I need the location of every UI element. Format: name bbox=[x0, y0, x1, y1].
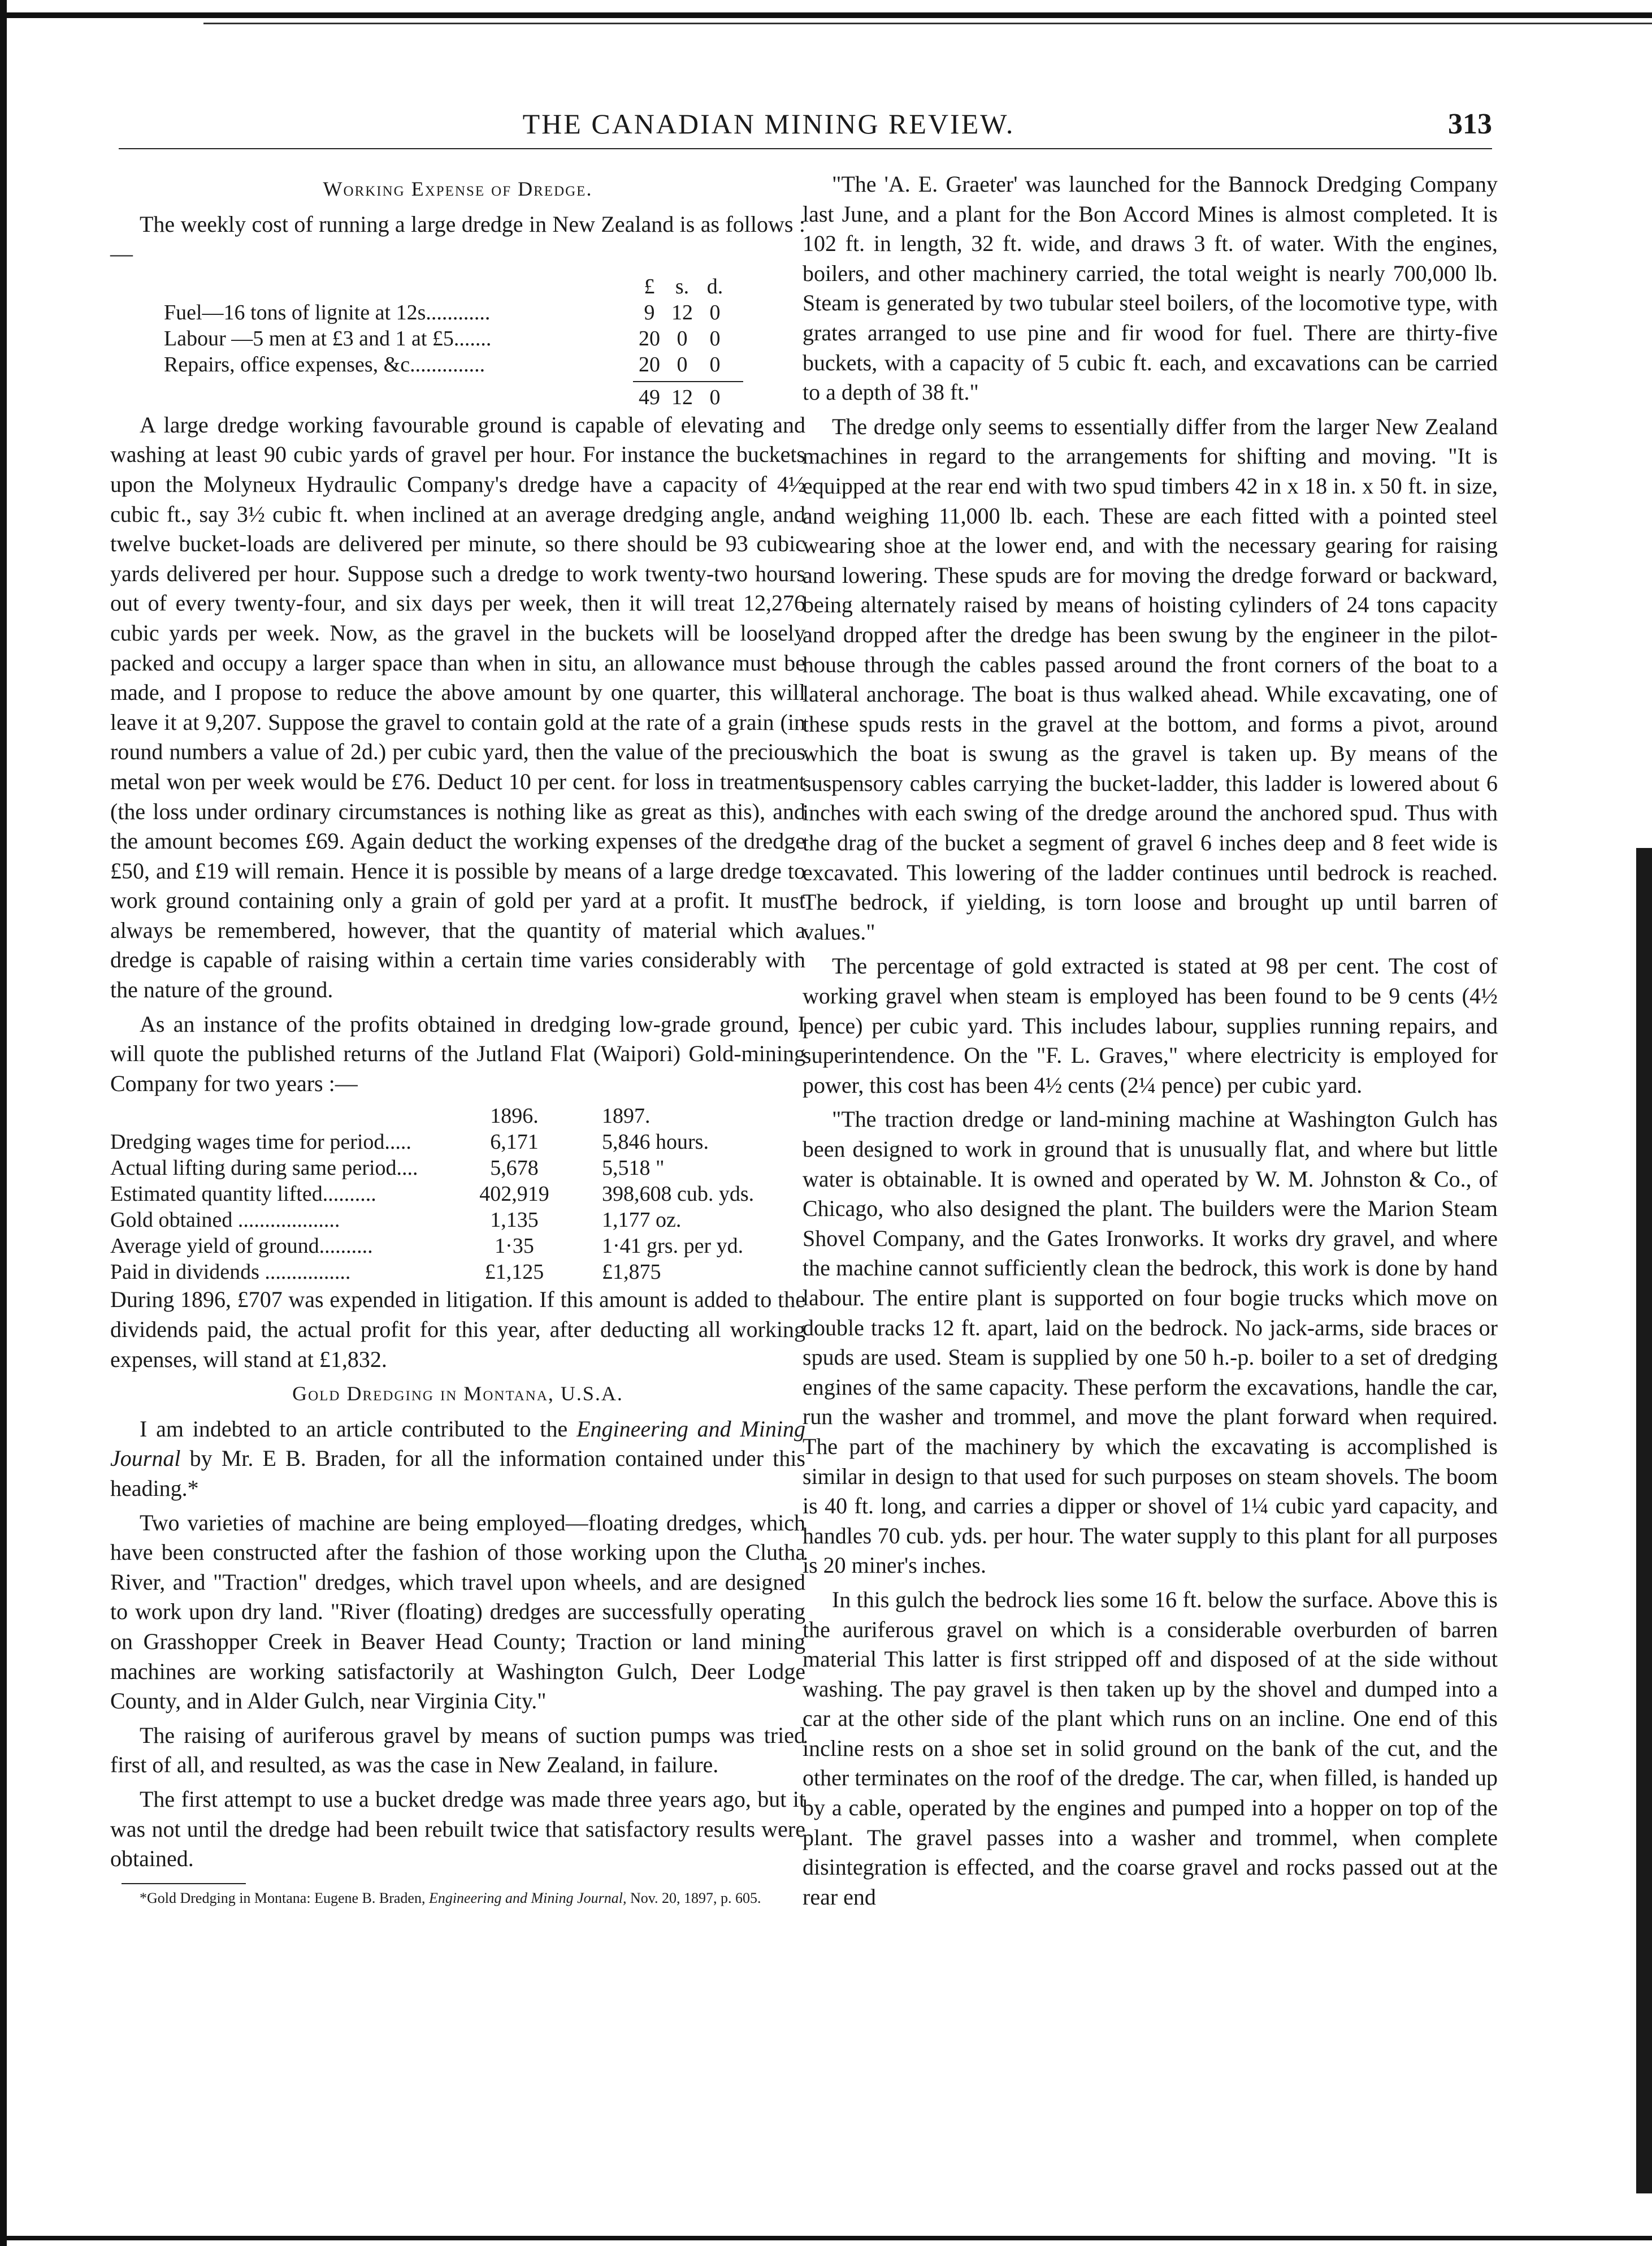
expense-table bbox=[164, 274, 731, 378]
paragraph: "The traction dredge or land-mining machine at Washington Gulch has been designed to work in ground that is unusually flat, and where but little water is obtainable. It is owned and operated by W. M. Johnston & Co., of Chicago, who also designed the plant. The builders were the Marion Steam Shovel Company, and the Gates Ironworks. It works dry gravel, and where the machine cannot sufficiently clean the bedrock, this work is done by hand labour. The entire plant is supported on four bogie trucks which move on double tracks 12 ft. apart, laid on the bedrock. No jack-arms, side braces or spuds are used. Steam is supplied by one 50 h.-p. boiler to a set of dredging engines of the same capacity. These perform the excavations, handle the car, run the washer and trommel, and move the plant forward when required. The part of the machinery by which the excavating is accomplished is similar in design to that used for such purposes on steam shovels. The boom is 40 ft. long, and carries a dipper or shovel of 1¼ cubic yard capacity, and handles 70 cub. yds. per hour. The water supply to this plant for all purposes is 20 miner's inches. bbox=[803, 1106, 1498, 1578]
footnote-text-b: Nov. 20, 1897, p. 605. bbox=[630, 1889, 761, 1906]
section-heading-working-expense: Working Expense of Dredge. bbox=[323, 178, 593, 200]
shillings-cell: 0 bbox=[677, 326, 688, 350]
top-border-secondary bbox=[203, 23, 1652, 24]
paragraph: In this gulch the bedrock lies some 16 ft. below the surface. Above this is the auriferous gravel on which is a considerable overburden of barren material This latter is first stripped off and disposed of at the side without washing. The pay gravel is then taken up by the shovel and dumped into a car at the other side of the plant which runs on an incline. One end of this incline rests on a shoe set in solid ground on the bank of the cut, and the other terminates on the roof of the dredge. The car, when filled, is handed up by a cable, operated by the engines and pumped into a hopper on top of the plant. The gravel passes into a washer and trommel, when complete disintegration is effected, and the coarse gravel and rocks passed out at the rear end bbox=[803, 1586, 1498, 1910]
section-heading-montana: Gold Dredging in Montana, U.S.A. bbox=[292, 1382, 623, 1405]
running-header bbox=[45, 107, 1492, 147]
expense-item: Repairs, office expenses, &c.............. bbox=[164, 352, 485, 377]
value-1897: 5,518 " bbox=[602, 1156, 665, 1180]
returns-table bbox=[110, 1103, 805, 1285]
value-1896: 6,171 bbox=[490, 1130, 539, 1154]
total-pence: 0 bbox=[709, 385, 721, 409]
table-row bbox=[110, 1207, 805, 1233]
journal-name: Engineering and Mining Journal bbox=[110, 1416, 806, 1472]
row-label: Paid in dividends ................ bbox=[110, 1260, 351, 1284]
page-number: 313 bbox=[1448, 108, 1492, 140]
left-page-edge bbox=[0, 0, 7, 2246]
table-header-row bbox=[110, 1103, 805, 1129]
paragraph: The raising of auriferous gravel by means of suction pumps was tried first of all, and resulted, as was the case in New Zealand, in failure. bbox=[110, 1722, 805, 1778]
shillings-cell: 0 bbox=[677, 352, 688, 377]
paragraph: "The 'A. E. Graeter' was launched for the Bannock Dredging Company last June, and a plant for the Bon Accord Mines is almost completed. It is 102 ft. in length, 32 ft. wide, and draws 3 ft. of water. With the engines, boilers, and other machinery carried, the total weight is nearly 700,000 lb. Steam is generated by two tubular steel boilers, of the locomotive type, with grates arranged to use pine and fir wood for fuel. There are thirty-five buckets, with a capacity of 5 cubic ft. each, and excavations can be carried to a depth of 38 ft." bbox=[803, 171, 1498, 405]
top-border bbox=[0, 12, 1652, 18]
paragraph: Two varieties of machine are being employed—floating dredges, which have been constructed after the fashion of those working upon the Clutha River, and "Traction" dredges, which travel upon wheels, and are designed to work upon dry land. "River (floating) dredges are successfully operating on Grasshopper Creek in Beaver Head County; Traction or land mining machines are working satisfactorily at Washington Gulch, Deer Lodge County, and in Alder Gulch, near Virginia City." bbox=[110, 1509, 805, 1714]
header-1896: 1896. bbox=[490, 1104, 539, 1128]
table-row bbox=[110, 1129, 805, 1155]
expense-item: Fuel—16 tons of lignite at 12s............ bbox=[164, 300, 491, 324]
value-1896: 1,135 bbox=[490, 1208, 539, 1232]
paragraph-attribution bbox=[110, 1414, 805, 1504]
table-header-row bbox=[164, 274, 731, 300]
table-row bbox=[110, 1259, 805, 1285]
value-1897: 5,846 hours. bbox=[602, 1130, 709, 1154]
value-1897: 1·41 grs. per yd. bbox=[602, 1234, 744, 1258]
header-pounds: £ bbox=[644, 274, 655, 298]
total-shillings: 12 bbox=[671, 385, 693, 409]
paragraph: During 1896, £707 was expended in litigation. If this amount is added to the dividends paid, the actual profit for this year, after deducting all working expenses, will stand at £1,832. bbox=[110, 1287, 805, 1372]
footnote-journal: Engineering and Mining Journal, bbox=[428, 1889, 627, 1906]
paragraph: The weekly cost of running a large dredge in New Zealand is as follows :— bbox=[110, 211, 805, 267]
paragraph: The dredge only seems to essentially differ from the larger New Zealand machines in regard to the arrangements for shifting and moving. "It is equipped at the rear end with two spud timbers 42 in x 18 in. x 50 ft. in size, and weighing 11,000 lb. each. These are each fitted with a pointed steel wearing shoe at the lower end, and with the necessary gearing for raising and lowering. These spuds are for moving the dredge forward or backward, being alternately raised by means of hoisting cylinders of 24 tons capacity and dropped after the dredge has been swung by the engineer in the pilot-house through the cables passed around the front corners of the boat to a lateral anchorage. The boat is thus walked ahead. While excavating, one of these spuds rests in the gravel at the bottom, and forms a pivot, around which the boat is swung as the gravel is taken up. By means of the suspensory cables carrying the bucket-ladder, this ladder is lowered about 6 inches with each swing of the dredge around the anchored spud. Thus with the drag of the bucket a segment of gravel 6 inches deep and 8 feet wide is excavated. This lowering of the ladder continues until bedrock is reached. The bedrock, if yielding, is torn loose and brought up until barren of values." bbox=[803, 413, 1498, 945]
table-row bbox=[110, 1233, 805, 1259]
value-1897: £1,875 bbox=[602, 1260, 661, 1284]
expense-total bbox=[164, 384, 731, 410]
pounds-cell: 9 bbox=[644, 300, 655, 324]
pence-cell: 0 bbox=[709, 300, 721, 324]
table-row bbox=[164, 326, 731, 352]
row-label: Gold obtained ................... bbox=[110, 1208, 340, 1232]
right-page-edge bbox=[1636, 848, 1652, 2193]
value-1896: £1,125 bbox=[484, 1260, 544, 1284]
row-label: Actual lifting during same period.... bbox=[110, 1156, 418, 1180]
expense-item: Labour —5 men at £3 and 1 at £5....... bbox=[164, 326, 492, 350]
row-label: Average yield of ground.......... bbox=[110, 1234, 373, 1258]
pence-cell: 0 bbox=[709, 352, 721, 377]
pounds-cell: 20 bbox=[639, 326, 660, 350]
row-label: Estimated quantity lifted.......... bbox=[110, 1182, 376, 1206]
left-column bbox=[110, 170, 805, 1907]
value-1896: 1·35 bbox=[495, 1234, 534, 1258]
header-pence: d. bbox=[706, 274, 723, 298]
paragraph: A large dredge working favourable ground is capable of elevating and washing at least 90 cubic yards of gravel per hour. For instance the buckets upon the Molyneux Hydraulic Company's dredge have a capacity of 4½ cubic ft., say 3½ cubic ft. when inclined at an average dredging angle, and twelve bucket-loads are delivered per minute, so there should be 93 cubic yards delivered per hour. Suppose such a dredge to work twenty-two hours out of every twenty-four, and six days per week, then it will treat 12,276 cubic yards per week. Now, as the gravel in the buckets will be loosely packed and occupy a larger space than when in situ, an allowance must be made, and I propose to reduce the above amount by one quarter, this will leave it at 9,207. Suppose the gravel to contain gold at the rate of a grain (in round numbers a value of 2d.) per cubic yard, then the value of the precious metal won per week would be £76. Deduct 10 per cent. for loss in treatment (the loss under ordinary circumstances is nothing like as great as this), and the amount becomes £69. Again deduct the working expenses of the dredge £50, and £19 will remain. Hence it is possible by means of a large dredge to work ground containing only a grain of gold per yard at a profit. It must always be remembered, however, that the quantity of material which a dredge is capable of raising within a certain time varies considerably with the nature of the ground. bbox=[110, 412, 805, 1003]
paragraph: As an instance of the profits obtained in dredging low-grade ground, I will quote the published returns of the Jutland Flat (Waipori) Gold-mining Company for two years :— bbox=[110, 1011, 805, 1096]
header-rule bbox=[119, 148, 1492, 149]
value-1897: 398,608 cub. yds. bbox=[602, 1182, 755, 1206]
value-1897: 1,177 oz. bbox=[602, 1208, 682, 1232]
sum-rule bbox=[633, 381, 743, 382]
table-row bbox=[110, 1181, 805, 1207]
value-1896: 5,678 bbox=[490, 1156, 539, 1180]
table-row bbox=[110, 1155, 805, 1181]
attribution-text-b: by Mr. E B. Braden, for all the information contained under this heading.* bbox=[110, 1446, 806, 1501]
footnote-rule bbox=[122, 1883, 246, 1884]
right-column bbox=[803, 170, 1498, 1916]
footnote bbox=[110, 1890, 805, 1907]
header-shillings: s. bbox=[675, 274, 690, 298]
footnote-text-a: *Gold Dredging in Montana: Eugene B. Braden, bbox=[140, 1889, 426, 1906]
pence-cell: 0 bbox=[709, 326, 721, 350]
attribution-text-a: I am indebted to an article contributed to the bbox=[140, 1416, 568, 1442]
shillings-cell: 12 bbox=[671, 300, 693, 324]
paragraph: The percentage of gold extracted is stated at 98 per cent. The cost of working gravel when steam is employed has been found to be 9 cents (4½ pence) per cubic yard. This includes labour, supplies running repairs, and superintendence. On the "F. L. Graves," where electricity is employed for power, this cost has been 4½ cents (2¼ pence) per cubic yard. bbox=[803, 953, 1498, 1098]
total-row bbox=[164, 384, 731, 410]
value-1896: 402,919 bbox=[479, 1182, 549, 1206]
paragraph: The first attempt to use a bucket dredge was made three years ago, but it was not until the dredge had been rebuilt twice that satisfactory results were obtained. bbox=[110, 1786, 805, 1872]
bottom-border bbox=[0, 2236, 1652, 2240]
row-label: Dredging wages time for period..... bbox=[110, 1130, 411, 1154]
header-1897: 1897. bbox=[602, 1104, 651, 1128]
total-pounds: 49 bbox=[639, 385, 660, 409]
table-row bbox=[164, 300, 731, 326]
journal-title: THE CANADIAN MINING REVIEW. bbox=[522, 108, 1015, 140]
table-row bbox=[164, 352, 731, 378]
pounds-cell: 20 bbox=[639, 352, 660, 377]
